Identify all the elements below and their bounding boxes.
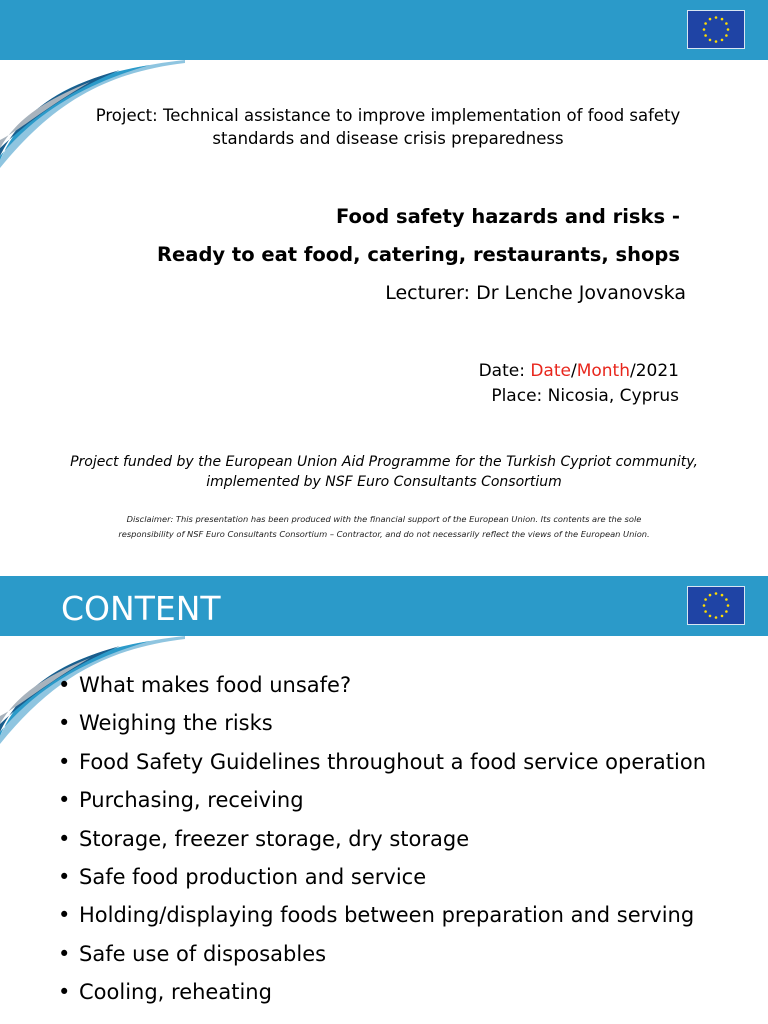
bullet-dot: • (58, 941, 71, 966)
funding-statement (40, 452, 728, 492)
project-line-2: standards and disease crisis preparedness (212, 129, 564, 148)
presentation-title-line-2: Ready to eat food, catering, restaurants, shops (157, 243, 680, 266)
project-description (60, 104, 716, 150)
list-item: • Purchasing, receiving (58, 785, 706, 823)
bullet-dot: • (58, 903, 71, 928)
project-line-1: Project: Technical assistance to improve implementation of food safety (95, 106, 681, 125)
funding-line-2: implemented by NSF Euro Consultants Consortium (206, 474, 562, 490)
slide-title: CONTENT (61, 589, 221, 628)
date-separator: / (570, 361, 577, 381)
eu-flag-icon (687, 10, 745, 49)
bullet-dot: • (58, 711, 71, 736)
list-item: • Safe use of disposables (58, 939, 706, 977)
bullet-dot: • (58, 980, 71, 1005)
content-list (58, 670, 706, 1016)
list-item: • Food Safety Guidelines throughout a food service operation (58, 747, 706, 785)
bullet-dot: • (58, 673, 71, 697)
date-month-placeholder: Month (576, 361, 630, 381)
date-line (479, 361, 679, 381)
date-label: Date: (478, 361, 531, 381)
header-bar (0, 0, 768, 60)
funding-line-1: Project funded by the European Union Aid Programme for the Turkish Cypriot community, (70, 454, 698, 470)
presentation-title-line-1: Food safety hazards and risks - (335, 205, 680, 228)
date-day-placeholder: Date (530, 361, 571, 381)
list-item: • What makes food unsafe? (58, 670, 706, 708)
disclaimer-line-1: Disclaimer: This presentation has been produced with the financial support of the European Union. Its contents are the sole (126, 514, 642, 524)
bullet-dot: • (58, 788, 71, 813)
slide-gap (0, 562, 768, 576)
list-item: • Cooling, reheating (58, 977, 706, 1015)
date-year: /2021 (630, 361, 679, 381)
disclaimer-line-2: responsibility of NSF Euro Consultants Consortium – Contractor, and do not necessarily reflect the views of the European Union. (118, 529, 650, 539)
list-item: • Storage, freezer storage, dry storage (58, 824, 706, 862)
disclaimer (60, 512, 708, 542)
list-item: • Safe food production and service (58, 862, 706, 900)
lecturer-name: Lecturer: Dr Lenche Jovanovska (385, 282, 686, 304)
place-line: Place: Nicosia, Cyprus (491, 386, 679, 406)
bullet-dot: • (58, 749, 71, 774)
eu-flag-icon (687, 586, 745, 625)
bullet-dot: • (58, 826, 71, 851)
list-item: • Holding/displaying foods between preparation and serving (58, 900, 706, 938)
list-item: • Weighing the risks (58, 708, 706, 746)
bullet-dot: • (58, 864, 71, 889)
